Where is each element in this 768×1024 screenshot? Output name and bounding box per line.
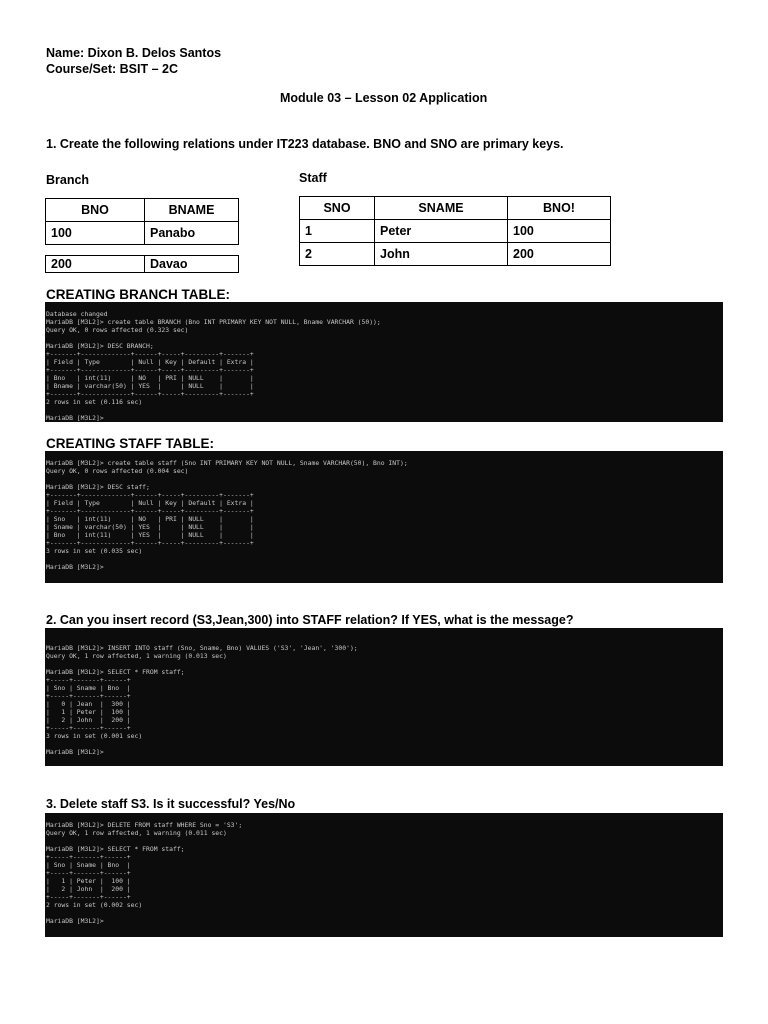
- course-set: Course/Set: BSIT – 2C: [46, 62, 178, 76]
- question-3: 3. Delete staff S3. Is it successful? Yes/No: [46, 797, 296, 811]
- table-cell: 100: [508, 220, 611, 243]
- terminal-line: [46, 555, 722, 563]
- table-cell: 200: [508, 243, 611, 266]
- table-cell: 100: [46, 222, 145, 245]
- terminal-line: +-----+-------+------+: [46, 692, 131, 700]
- terminal-line: MariaDB [M3L2]> create table staff (Sno INT PRIMARY KEY NOT NULL, Sname VARCHAR(50), Bno INT);: [46, 459, 408, 467]
- terminal-line: | Sno | int(11) | NO | PRI | NULL | |: [46, 515, 254, 523]
- branch-table: [45, 198, 239, 245]
- table-header-row: [46, 199, 239, 222]
- terminal-line: Query OK, 0 rows affected (0.004 sec): [46, 467, 189, 475]
- terminal-padding: [46, 813, 722, 821]
- terminal-line: | 2 | John | 200 |: [46, 716, 131, 724]
- terminal-line: +-----+-------+------+: [46, 869, 131, 877]
- terminal-line: MariaDB [M3L2]>: [46, 563, 104, 571]
- table-cell: 200: [46, 256, 145, 273]
- terminal-line: MariaDB [M3L2]> SELECT * FROM staff;: [46, 668, 185, 676]
- terminal-line: +-------+-------------+------+-----+---------+-------+: [46, 390, 254, 398]
- terminal-screenshot-staff: [45, 451, 723, 583]
- staff-label: Staff: [299, 171, 327, 185]
- table-cell: 2: [300, 243, 375, 266]
- terminal-line: [46, 909, 722, 917]
- table-cell: 1: [300, 220, 375, 243]
- terminal-line: MariaDB [M3L2]> DESC BRANCH;: [46, 342, 154, 350]
- terminal-line: 3 rows in set (0.001 sec): [46, 732, 143, 740]
- column-header: SNO: [300, 197, 375, 220]
- terminal-line: 2 rows in set (0.116 sec): [46, 398, 143, 406]
- terminal-line: Query OK, 1 row affected, 1 warning (0.013 sec): [46, 652, 227, 660]
- terminal-line: [46, 660, 722, 668]
- terminal-line: | Field | Type | Null | Key | Default | Extra |: [46, 499, 254, 507]
- terminal-line: +-----+-------+------+: [46, 676, 131, 684]
- terminal-line: MariaDB [M3L2]> DELETE FROM staff WHERE Sno = 'S3';: [46, 821, 243, 829]
- terminal-padding: [46, 451, 722, 459]
- terminal-line: Query OK, 1 row affected, 1 warning (0.011 sec): [46, 829, 227, 837]
- terminal-line: [46, 406, 722, 414]
- terminal-line: | Sname | varchar(50) | YES | | NULL | |: [46, 523, 254, 531]
- terminal-line: | 0 | Jean | 300 |: [46, 700, 131, 708]
- terminal-line: | Bname | varchar(50) | YES | | NULL | |: [46, 382, 254, 390]
- branch-label: Branch: [46, 173, 90, 187]
- terminal-line: +-------+-------------+------+-----+---------+-------+: [46, 350, 254, 358]
- terminal-line: | 1 | Peter | 100 |: [46, 877, 131, 885]
- terminal-line: +-----+-------+------+: [46, 893, 131, 901]
- terminal-line: 2 rows in set (0.002 sec): [46, 901, 143, 909]
- terminal-line: [46, 475, 722, 483]
- terminal-line: | 2 | John | 200 |: [46, 885, 131, 893]
- terminal-line: Query OK, 0 rows affected (0.323 sec): [46, 326, 189, 334]
- terminal-line: MariaDB [M3L2]>: [46, 414, 104, 422]
- section-heading-staff: CREATING STAFF TABLE:: [46, 436, 214, 451]
- question-2: 2. Can you insert record (S3,Jean,300) into STAFF relation? If YES, what is the message?: [46, 613, 574, 627]
- terminal-line: | Bno | int(11) | NO | PRI | NULL | |: [46, 374, 254, 382]
- question-1: 1. Create the following relations under IT223 database. BNO and SNO are primary keys.: [46, 137, 564, 151]
- terminal-line: MariaDB [M3L2]> create table BRANCH (Bno INT PRIMARY KEY NOT NULL, Bname VARCHAR (50));: [46, 318, 381, 326]
- terminal-line: | 1 | Peter | 100 |: [46, 708, 131, 716]
- terminal-line: MariaDB [M3L2]> DESC staff;: [46, 483, 150, 491]
- column-header: SNAME: [375, 197, 508, 220]
- terminal-line: +-------+-------------+------+-----+---------+-------+: [46, 507, 254, 515]
- table-row: [46, 256, 239, 273]
- section-heading-branch: CREATING BRANCH TABLE:: [46, 287, 230, 302]
- terminal-line: [46, 334, 722, 342]
- terminal-line: | Sno | Sname | Bno |: [46, 684, 131, 692]
- table-cell: Peter: [375, 220, 508, 243]
- student-name: Name: Dixon B. Delos Santos: [46, 46, 222, 60]
- table-row: [300, 220, 611, 243]
- terminal-line: MariaDB [M3L2]>: [46, 917, 104, 925]
- table-cell: Davao: [145, 256, 239, 273]
- terminal-screenshot-branch: [45, 302, 723, 422]
- terminal-line: +-----+-------+------+: [46, 724, 131, 732]
- terminal-line: +-------+-------------+------+-----+---------+-------+: [46, 366, 254, 374]
- terminal-line: Database changed: [46, 310, 108, 318]
- terminal-padding: [46, 302, 722, 310]
- column-header: BNAME: [145, 199, 239, 222]
- terminal-line: MariaDB [M3L2]>: [46, 748, 104, 756]
- terminal-line: | Bno | int(11) | YES | | NULL | |: [46, 531, 254, 539]
- terminal-line: [46, 740, 722, 748]
- terminal-padding: [46, 628, 722, 636]
- terminal-screenshot-delete: [45, 813, 723, 937]
- terminal-line: +-------+-------------+------+-----+---------+-------+: [46, 491, 254, 499]
- terminal-line: | Field | Type | Null | Key | Default | Extra |: [46, 358, 254, 366]
- terminal-screenshot-insert: [45, 628, 723, 766]
- terminal-line: MariaDB [M3L2]> SELECT * FROM staff;: [46, 845, 185, 853]
- table-row: [46, 222, 239, 245]
- terminal-line: | Sno | Sname | Bno |: [46, 861, 131, 869]
- column-header: BNO: [46, 199, 145, 222]
- table-header-row: [300, 197, 611, 220]
- terminal-line: 3 rows in set (0.035 sec): [46, 547, 143, 555]
- table-cell: Panabo: [145, 222, 239, 245]
- terminal-line: +-------+-------------+------+-----+---------+-------+: [46, 539, 254, 547]
- column-header: BNO!: [508, 197, 611, 220]
- terminal-line: [46, 636, 722, 644]
- terminal-line: MariaDB [M3L2]> INSERT INTO staff (Sno, Sname, Bno) VALUES ('S3', 'Jean', '300');: [46, 644, 358, 652]
- table-row: [300, 243, 611, 266]
- terminal-line: +-----+-------+------+: [46, 853, 131, 861]
- terminal-line: [46, 837, 722, 845]
- table-cell: John: [375, 243, 508, 266]
- branch-table-row-2: [45, 255, 239, 273]
- staff-table: [299, 196, 611, 266]
- page-title: Module 03 – Lesson 02 Application: [280, 91, 488, 105]
